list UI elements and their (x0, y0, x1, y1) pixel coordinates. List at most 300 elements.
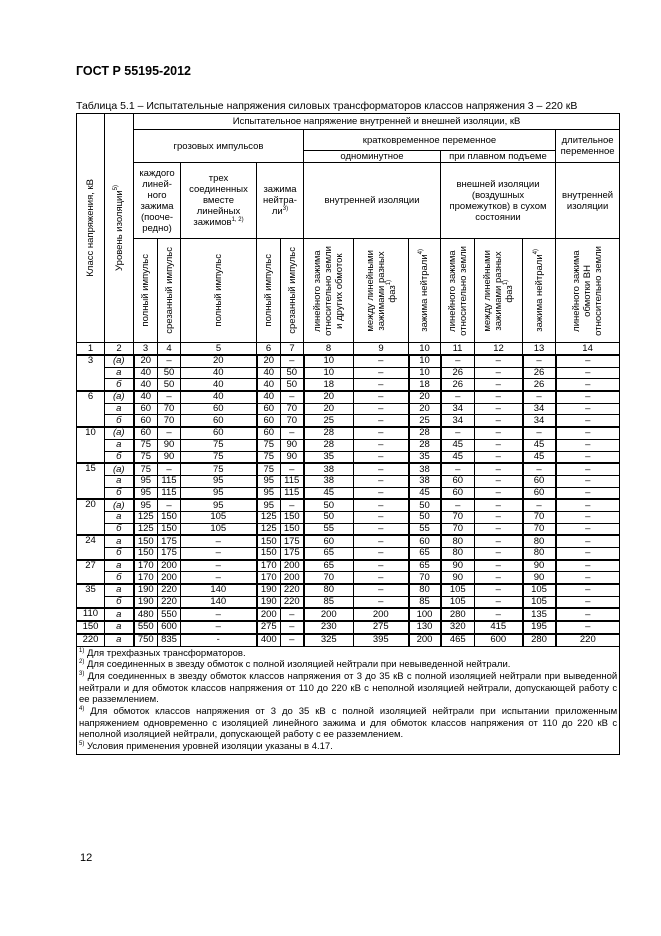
value-cell: – (556, 596, 620, 608)
value-cell: 150 (134, 535, 158, 547)
value-cell: 90 (441, 560, 475, 572)
value-cell: 200 (158, 572, 181, 584)
value-cell: 75 (181, 463, 257, 475)
value-cell: 150 (257, 548, 281, 560)
value-cell: 80 (441, 535, 475, 547)
voltage-class-cell: 20 (77, 499, 105, 535)
value-cell: 125 (257, 511, 281, 523)
value-cell: 140 (181, 596, 257, 608)
value-cell: 70 (158, 403, 181, 415)
header-col3: полный импульс (134, 239, 158, 343)
value-cell: 55 (304, 523, 354, 535)
header-long-ac: длительное переменное (556, 130, 620, 163)
value-cell: – (158, 391, 181, 403)
value-cell: – (281, 355, 304, 367)
value-cell: 85 (409, 596, 441, 608)
value-cell: 34 (441, 415, 475, 427)
value-cell: 28 (304, 427, 354, 439)
value-cell: – (181, 560, 257, 572)
table-row (77, 596, 620, 608)
value-cell: – (556, 608, 620, 621)
value-cell: – (556, 439, 620, 451)
footnotes (77, 646, 620, 754)
value-cell: – (441, 391, 475, 403)
value-cell: 150 (281, 523, 304, 535)
value-cell: 20 (304, 391, 354, 403)
header-col7: срезанный импульс (281, 239, 304, 343)
voltage-class-cell: 150 (77, 621, 105, 634)
value-cell: – (354, 415, 409, 427)
value-cell: 10 (409, 355, 441, 367)
value-cell: – (523, 499, 556, 511)
table-row (77, 379, 620, 391)
value-cell: 190 (257, 596, 281, 608)
value-cell: 750 (134, 634, 158, 646)
value-cell: 150 (281, 511, 304, 523)
value-cell: 465 (441, 634, 475, 646)
value-cell: – (523, 427, 556, 439)
value-cell: – (475, 427, 523, 439)
value-cell: – (354, 560, 409, 572)
value-cell: – (475, 523, 523, 535)
table-row (77, 403, 620, 415)
value-cell: 40 (257, 391, 281, 403)
table-row (77, 391, 620, 403)
insulation-level-cell: б (105, 572, 134, 584)
header-col4: срезанный импульс (158, 239, 181, 343)
value-cell: 70 (523, 511, 556, 523)
value-cell: – (475, 439, 523, 451)
value-cell: 200 (158, 560, 181, 572)
value-cell: 105 (181, 523, 257, 535)
value-cell: 50 (304, 511, 354, 523)
value-cell: – (354, 511, 409, 523)
value-cell: – (441, 499, 475, 511)
insulation-level-cell: а (105, 560, 134, 572)
table-row (77, 634, 620, 646)
insulation-level-cell: б (105, 379, 134, 391)
value-cell: 70 (441, 511, 475, 523)
value-cell: 105 (523, 584, 556, 596)
value-cell: 18 (304, 379, 354, 391)
value-cell: – (181, 548, 257, 560)
value-cell: – (556, 403, 620, 415)
value-cell: 90 (523, 572, 556, 584)
table-row (77, 355, 620, 367)
value-cell: 125 (257, 523, 281, 535)
header-col10: зажима нейтрали$^{4)}$ (409, 239, 441, 343)
value-cell: – (354, 499, 409, 511)
value-cell: 38 (304, 475, 354, 487)
value-cell: – (354, 427, 409, 439)
table-row (77, 548, 620, 560)
value-cell: – (556, 427, 620, 439)
value-cell: 60 (304, 535, 354, 547)
value-cell: 70 (281, 415, 304, 427)
value-cell: 40 (134, 379, 158, 391)
value-cell: 60 (134, 415, 158, 427)
insulation-level-cell: а (105, 584, 134, 596)
insulation-level-cell: а (105, 621, 134, 634)
value-cell: 18 (409, 379, 441, 391)
value-cell: 70 (158, 415, 181, 427)
table-row (77, 427, 620, 439)
value-cell: – (354, 596, 409, 608)
value-cell: – (354, 379, 409, 391)
table-notes (77, 646, 620, 754)
value-cell: – (354, 463, 409, 475)
value-cell: – (475, 548, 523, 560)
table-row (77, 487, 620, 499)
value-cell: – (354, 487, 409, 499)
value-cell: 170 (134, 572, 158, 584)
header-internal-long: внутренней изоляции (556, 163, 620, 239)
value-cell: – (556, 511, 620, 523)
value-cell: – (475, 499, 523, 511)
value-cell: 90 (158, 439, 181, 451)
value-cell: 220 (158, 584, 181, 596)
header-col8: линейного зажима относительно земли и других обмоток (304, 239, 354, 343)
value-cell: 10 (304, 355, 354, 367)
insulation-level-cell: б (105, 596, 134, 608)
value-cell: 320 (441, 621, 475, 634)
insulation-level-cell: б (105, 548, 134, 560)
value-cell: – (556, 379, 620, 391)
value-cell: 50 (281, 379, 304, 391)
value-cell: – (475, 596, 523, 608)
value-cell: – (556, 548, 620, 560)
insulation-level-cell: а (105, 367, 134, 379)
table-caption: Таблица 5.1 – Испытательные напряжения силовых трансформаторов классов напряжения 3 – 220 кВ (76, 100, 578, 112)
insulation-level-cell: б (105, 451, 134, 463)
value-cell: 200 (281, 572, 304, 584)
footnote: $^{1)}$ Для трехфазных трансформаторов. (79, 647, 246, 659)
value-cell: 115 (281, 475, 304, 487)
value-cell: – (556, 560, 620, 572)
value-cell: 60 (409, 535, 441, 547)
value-cell: – (556, 535, 620, 547)
value-cell: 95 (134, 487, 158, 499)
value-cell: 395 (354, 634, 409, 646)
insulation-level-cell: а (105, 475, 134, 487)
value-cell: 50 (409, 499, 441, 511)
value-cell: 20 (409, 391, 441, 403)
value-cell: 325 (304, 634, 354, 646)
header-neutral: зажима нейтра- $ли^{3)}$ (257, 163, 304, 239)
insulation-level-cell: б (105, 415, 134, 427)
value-cell: 60 (134, 427, 158, 439)
value-cell: 175 (158, 548, 181, 560)
value-cell: – (354, 475, 409, 487)
value-cell: – (354, 439, 409, 451)
value-cell: – (475, 355, 523, 367)
value-cell: – (556, 584, 620, 596)
value-cell: 70 (523, 523, 556, 535)
header-test-voltage: Испытательное напряжение внутренней и внешней изоляции, кВ (134, 114, 620, 130)
value-cell: 45 (409, 487, 441, 499)
value-cell: – (158, 499, 181, 511)
value-cell: – (556, 523, 620, 535)
table-row (77, 463, 620, 475)
value-cell: - (181, 634, 257, 646)
value-cell: 45 (441, 451, 475, 463)
value-cell: 95 (181, 499, 257, 511)
value-cell: 100 (409, 608, 441, 621)
value-cell: 75 (134, 451, 158, 463)
value-cell: 60 (181, 415, 257, 427)
value-cell: 415 (475, 621, 523, 634)
value-cell: 50 (281, 367, 304, 379)
value-cell: 75 (257, 451, 281, 463)
table-row (77, 499, 620, 511)
value-cell: 20 (257, 355, 281, 367)
value-cell: 80 (523, 535, 556, 547)
value-cell: 95 (257, 499, 281, 511)
table-row (77, 560, 620, 572)
value-cell: – (556, 475, 620, 487)
value-cell: – (523, 463, 556, 475)
value-cell: 50 (158, 379, 181, 391)
value-cell: 80 (409, 584, 441, 596)
value-cell: 95 (181, 475, 257, 487)
header-col9: между линейными зажимами разных фаз$^{1)}$ (354, 239, 409, 343)
footnote: $^{2)}$ Для соединенных в звезду обмоток с полной изоляцией нейтрали при невыведенной нейтрали. (79, 659, 511, 671)
value-cell: 95 (257, 475, 281, 487)
value-cell: – (354, 391, 409, 403)
value-cell: – (354, 523, 409, 535)
value-cell: – (181, 572, 257, 584)
value-cell: 45 (304, 487, 354, 499)
table-row (77, 608, 620, 621)
value-cell: – (181, 608, 257, 621)
insulation-level-cell: (а) (105, 355, 134, 367)
value-cell: 34 (523, 415, 556, 427)
value-cell: 400 (257, 634, 281, 646)
value-cell: – (556, 499, 620, 511)
value-cell: – (354, 451, 409, 463)
footnote: $^{5)}$ Условия применения уровней изоляции указаны в 4.17. (79, 740, 333, 753)
value-cell: 125 (134, 511, 158, 523)
value-cell: – (475, 475, 523, 487)
value-cell: – (441, 427, 475, 439)
value-cell: 20 (409, 403, 441, 415)
value-cell: 65 (409, 548, 441, 560)
value-cell: 275 (354, 621, 409, 634)
test-voltage-table (76, 113, 619, 755)
value-cell: 195 (523, 621, 556, 634)
header-lightning-impulses: грозовых импульсов (134, 130, 304, 163)
value-cell: 26 (441, 367, 475, 379)
table-row (77, 439, 620, 451)
value-cell: – (354, 355, 409, 367)
value-cell: 40 (134, 391, 158, 403)
value-cell: – (556, 355, 620, 367)
value-cell: 95 (134, 499, 158, 511)
value-cell: 190 (134, 584, 158, 596)
value-cell: – (441, 463, 475, 475)
value-cell: – (475, 463, 523, 475)
value-cell: 600 (475, 634, 523, 646)
value-cell: – (281, 499, 304, 511)
value-cell: 60 (257, 415, 281, 427)
value-cell: 105 (441, 584, 475, 596)
value-cell: 60 (257, 427, 281, 439)
header-col12: между линейными зажимами разных фаз$^{1)}$ (475, 239, 523, 343)
value-cell: 220 (556, 634, 620, 646)
insulation-level-cell: б (105, 487, 134, 499)
value-cell: 85 (304, 596, 354, 608)
header-voltage-class: Класс напряжения, кВ (77, 114, 105, 343)
value-cell: 65 (409, 560, 441, 572)
value-cell: – (475, 608, 523, 621)
value-cell: 40 (181, 391, 257, 403)
insulation-level-cell: а (105, 535, 134, 547)
value-cell: 45 (441, 439, 475, 451)
value-cell: 95 (181, 487, 257, 499)
value-cell: 40 (181, 367, 257, 379)
value-cell: 130 (409, 621, 441, 634)
voltage-class-cell: 35 (77, 584, 105, 608)
insulation-level-cell: а (105, 634, 134, 646)
value-cell: 75 (181, 439, 257, 451)
voltage-class-cell: 27 (77, 560, 105, 584)
value-cell: 150 (158, 511, 181, 523)
table-row (77, 451, 620, 463)
value-cell: – (441, 355, 475, 367)
value-cell: – (556, 572, 620, 584)
value-cell: 40 (181, 379, 257, 391)
value-cell: – (281, 463, 304, 475)
value-cell: 150 (158, 523, 181, 535)
value-cell: 40 (257, 367, 281, 379)
value-cell: 65 (304, 560, 354, 572)
footnote: $^{3)}$ Для соединенных в звезду обмоток классов напряжения от 3 до 35 кВ с полной изоляцией нейтрали при выведенной нейтрали и для обмоток классов напряжения от 110 до 220 кВ с неполной изоляцией нейтрали, допускающей работу с ее разземлением. (79, 670, 618, 706)
table-row (77, 511, 620, 523)
value-cell: 65 (304, 548, 354, 560)
value-cell: 25 (409, 415, 441, 427)
value-cell: 600 (158, 621, 181, 634)
header-col14: линейного зажима обмотки ВН относительно земли (556, 239, 620, 343)
value-cell: – (281, 621, 304, 634)
value-cell: 75 (181, 451, 257, 463)
value-cell: – (556, 415, 620, 427)
value-cell: 200 (409, 634, 441, 646)
value-cell: 105 (523, 596, 556, 608)
header-each-line-terminal: каждого линей-ного зажима (поочe- редно) (134, 163, 181, 239)
value-cell: 280 (523, 634, 556, 646)
value-cell: 200 (304, 608, 354, 621)
table-row (77, 535, 620, 547)
value-cell: 45 (523, 451, 556, 463)
value-cell: – (475, 487, 523, 499)
value-cell: 135 (523, 608, 556, 621)
insulation-level-cell: а (105, 511, 134, 523)
value-cell: 150 (134, 548, 158, 560)
value-cell: 170 (257, 560, 281, 572)
value-cell: 26 (523, 367, 556, 379)
value-cell: – (475, 367, 523, 379)
header-internal-insulation: внутренней изоляции (304, 163, 441, 239)
value-cell: 150 (257, 535, 281, 547)
insulation-level-cell: а (105, 439, 134, 451)
value-cell: 20 (304, 403, 354, 415)
header-smooth-rise: при плавном подъеме (441, 151, 556, 163)
value-cell: 38 (409, 475, 441, 487)
value-cell: 28 (409, 427, 441, 439)
value-cell: – (354, 535, 409, 547)
value-cell: 75 (257, 439, 281, 451)
insulation-level-cell: б (105, 523, 134, 535)
table-row (77, 523, 620, 535)
value-cell: 220 (281, 584, 304, 596)
value-cell: – (158, 355, 181, 367)
header-col11: линейного зажима относительно земли (441, 239, 475, 343)
value-cell: 200 (354, 608, 409, 621)
value-cell: – (475, 403, 523, 415)
header-three-joined: трех соединенных вместе линейных зажимов$^{1, 2)}$ (181, 163, 257, 239)
value-cell: 190 (257, 584, 281, 596)
page-number: 12 (80, 852, 93, 864)
value-cell: 70 (409, 572, 441, 584)
value-cell: 190 (134, 596, 158, 608)
value-cell: 60 (134, 403, 158, 415)
value-cell: 550 (134, 621, 158, 634)
table-row (77, 475, 620, 487)
voltage-class-cell: 6 (77, 391, 105, 427)
value-cell: 80 (304, 584, 354, 596)
value-cell: 28 (409, 439, 441, 451)
value-cell: 60 (441, 487, 475, 499)
value-cell: 95 (134, 475, 158, 487)
value-cell: 34 (441, 403, 475, 415)
value-cell: 550 (158, 608, 181, 621)
value-cell: 60 (523, 475, 556, 487)
value-cell: 90 (158, 451, 181, 463)
value-cell: 115 (158, 475, 181, 487)
voltage-class-cell: 3 (77, 355, 105, 391)
voltage-class-cell: 110 (77, 608, 105, 621)
insulation-level-cell: (а) (105, 427, 134, 439)
value-cell: 170 (134, 560, 158, 572)
value-cell: 220 (158, 596, 181, 608)
value-cell: 480 (134, 608, 158, 621)
table-row (77, 572, 620, 584)
header-col13: зажима нейтрали$^{4)}$ (523, 239, 556, 343)
value-cell: 34 (523, 403, 556, 415)
value-cell: 70 (281, 403, 304, 415)
value-cell: – (281, 608, 304, 621)
table-row (77, 621, 620, 634)
table-row (77, 367, 620, 379)
value-cell: – (475, 379, 523, 391)
value-cell: 115 (158, 487, 181, 499)
value-cell: 60 (257, 403, 281, 415)
value-cell: 230 (304, 621, 354, 634)
value-cell: – (556, 367, 620, 379)
value-cell: 38 (304, 463, 354, 475)
value-cell: 125 (134, 523, 158, 535)
value-cell: – (475, 584, 523, 596)
value-cell: 70 (304, 572, 354, 584)
value-cell: 75 (134, 439, 158, 451)
value-cell: 95 (257, 487, 281, 499)
value-cell: – (475, 572, 523, 584)
insulation-level-cell: а (105, 608, 134, 621)
voltage-class-cell: 24 (77, 535, 105, 559)
value-cell: – (354, 584, 409, 596)
insulation-level-cell: (а) (105, 463, 134, 475)
value-cell: 105 (441, 596, 475, 608)
